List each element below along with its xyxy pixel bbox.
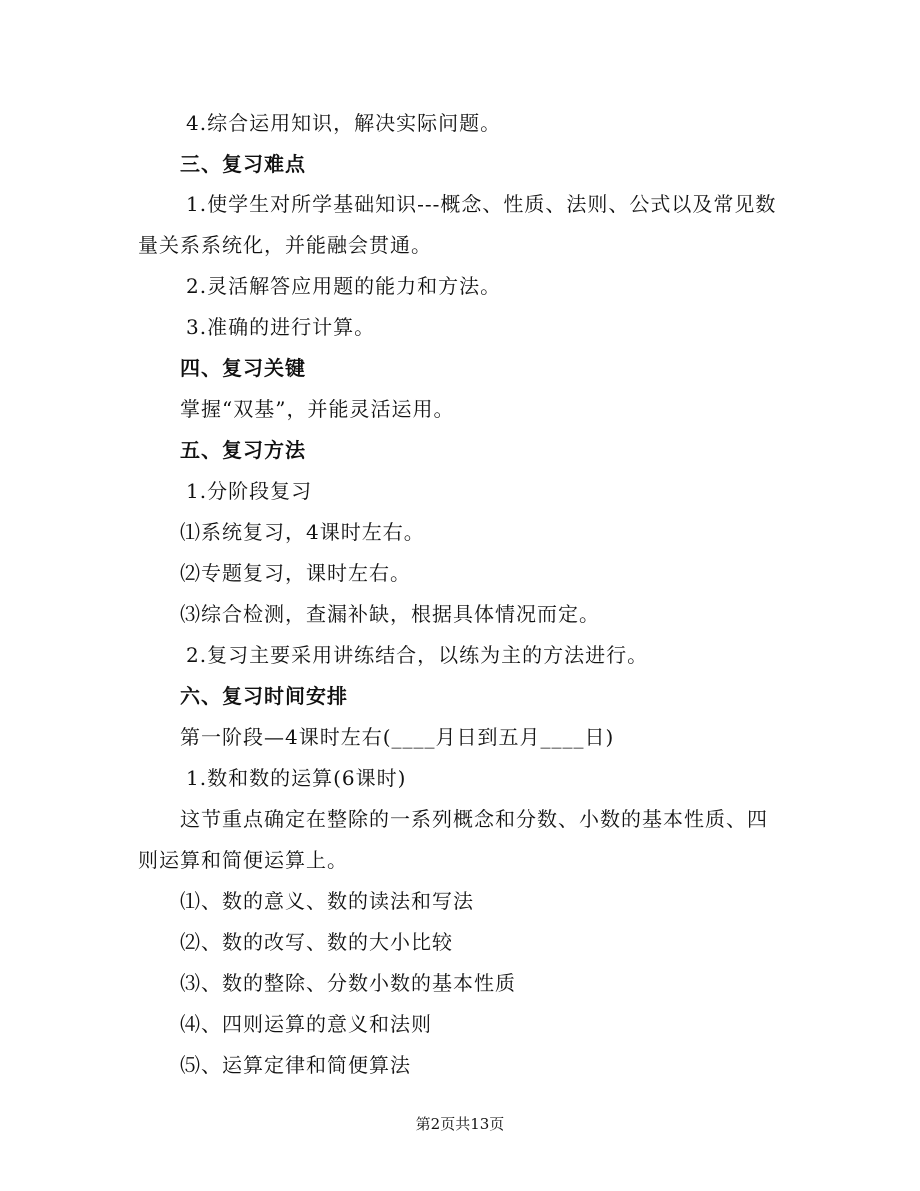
topic-sub-1: ⑴、数的意义、数的读法和写法 bbox=[180, 889, 474, 913]
method-sub-2: ⑵专题复习，课时左右。 bbox=[180, 561, 411, 585]
method-sub-1: ⑴系统复习，4课时左右。 bbox=[180, 520, 425, 544]
schedule-focus-text-continued: 则运算和简便运算上。 bbox=[138, 848, 348, 872]
key-text: 掌握“双基”，并能灵活运用。 bbox=[180, 397, 455, 421]
difficulty-item-1: 1.使学生对所学基础知识---概念、性质、法则、公式以及常见数 bbox=[186, 192, 777, 216]
schedule-phase-1: 第一阶段—4课时左右(____月日到五月____日) bbox=[180, 725, 615, 749]
section-heading-key: 四、复习关键 bbox=[180, 356, 306, 380]
difficulty-item-1-continued: 量关系系统化，并能融会贯通。 bbox=[138, 233, 432, 257]
topic-sub-3: ⑶、数的整除、分数小数的基本性质 bbox=[180, 971, 516, 995]
method-item-2: 2.复习主要采用讲练结合，以练为主的方法进行。 bbox=[186, 643, 649, 667]
difficulty-item-2: 2.灵活解答应用题的能力和方法。 bbox=[186, 274, 502, 298]
schedule-focus-text: 这节重点确定在整除的一系列概念和分数、小数的基本性质、四 bbox=[180, 807, 768, 831]
section-heading-schedule: 六、复习时间安排 bbox=[180, 684, 348, 708]
goal-item-4: 4.综合运用知识，解决实际问题。 bbox=[186, 111, 502, 135]
topic-sub-2: ⑵、数的改写、数的大小比较 bbox=[180, 930, 453, 954]
section-heading-difficulties: 三、复习难点 bbox=[180, 152, 306, 176]
difficulty-item-3: 3.准确的进行计算。 bbox=[186, 315, 376, 339]
method-sub-3: ⑶综合检测，查漏补缺，根据具体情况而定。 bbox=[180, 602, 600, 626]
topic-sub-5: ⑸、运算定律和简便算法 bbox=[180, 1053, 411, 1077]
method-item-1: 1.分阶段复习 bbox=[186, 479, 313, 503]
topic-sub-4: ⑷、四则运算的意义和法则 bbox=[180, 1012, 432, 1036]
page-number-footer: 第2页共13页 bbox=[415, 1115, 505, 1133]
section-heading-methods: 五、复习方法 bbox=[180, 438, 306, 462]
schedule-topic-1: 1.数和数的运算(6课时) bbox=[186, 766, 407, 790]
